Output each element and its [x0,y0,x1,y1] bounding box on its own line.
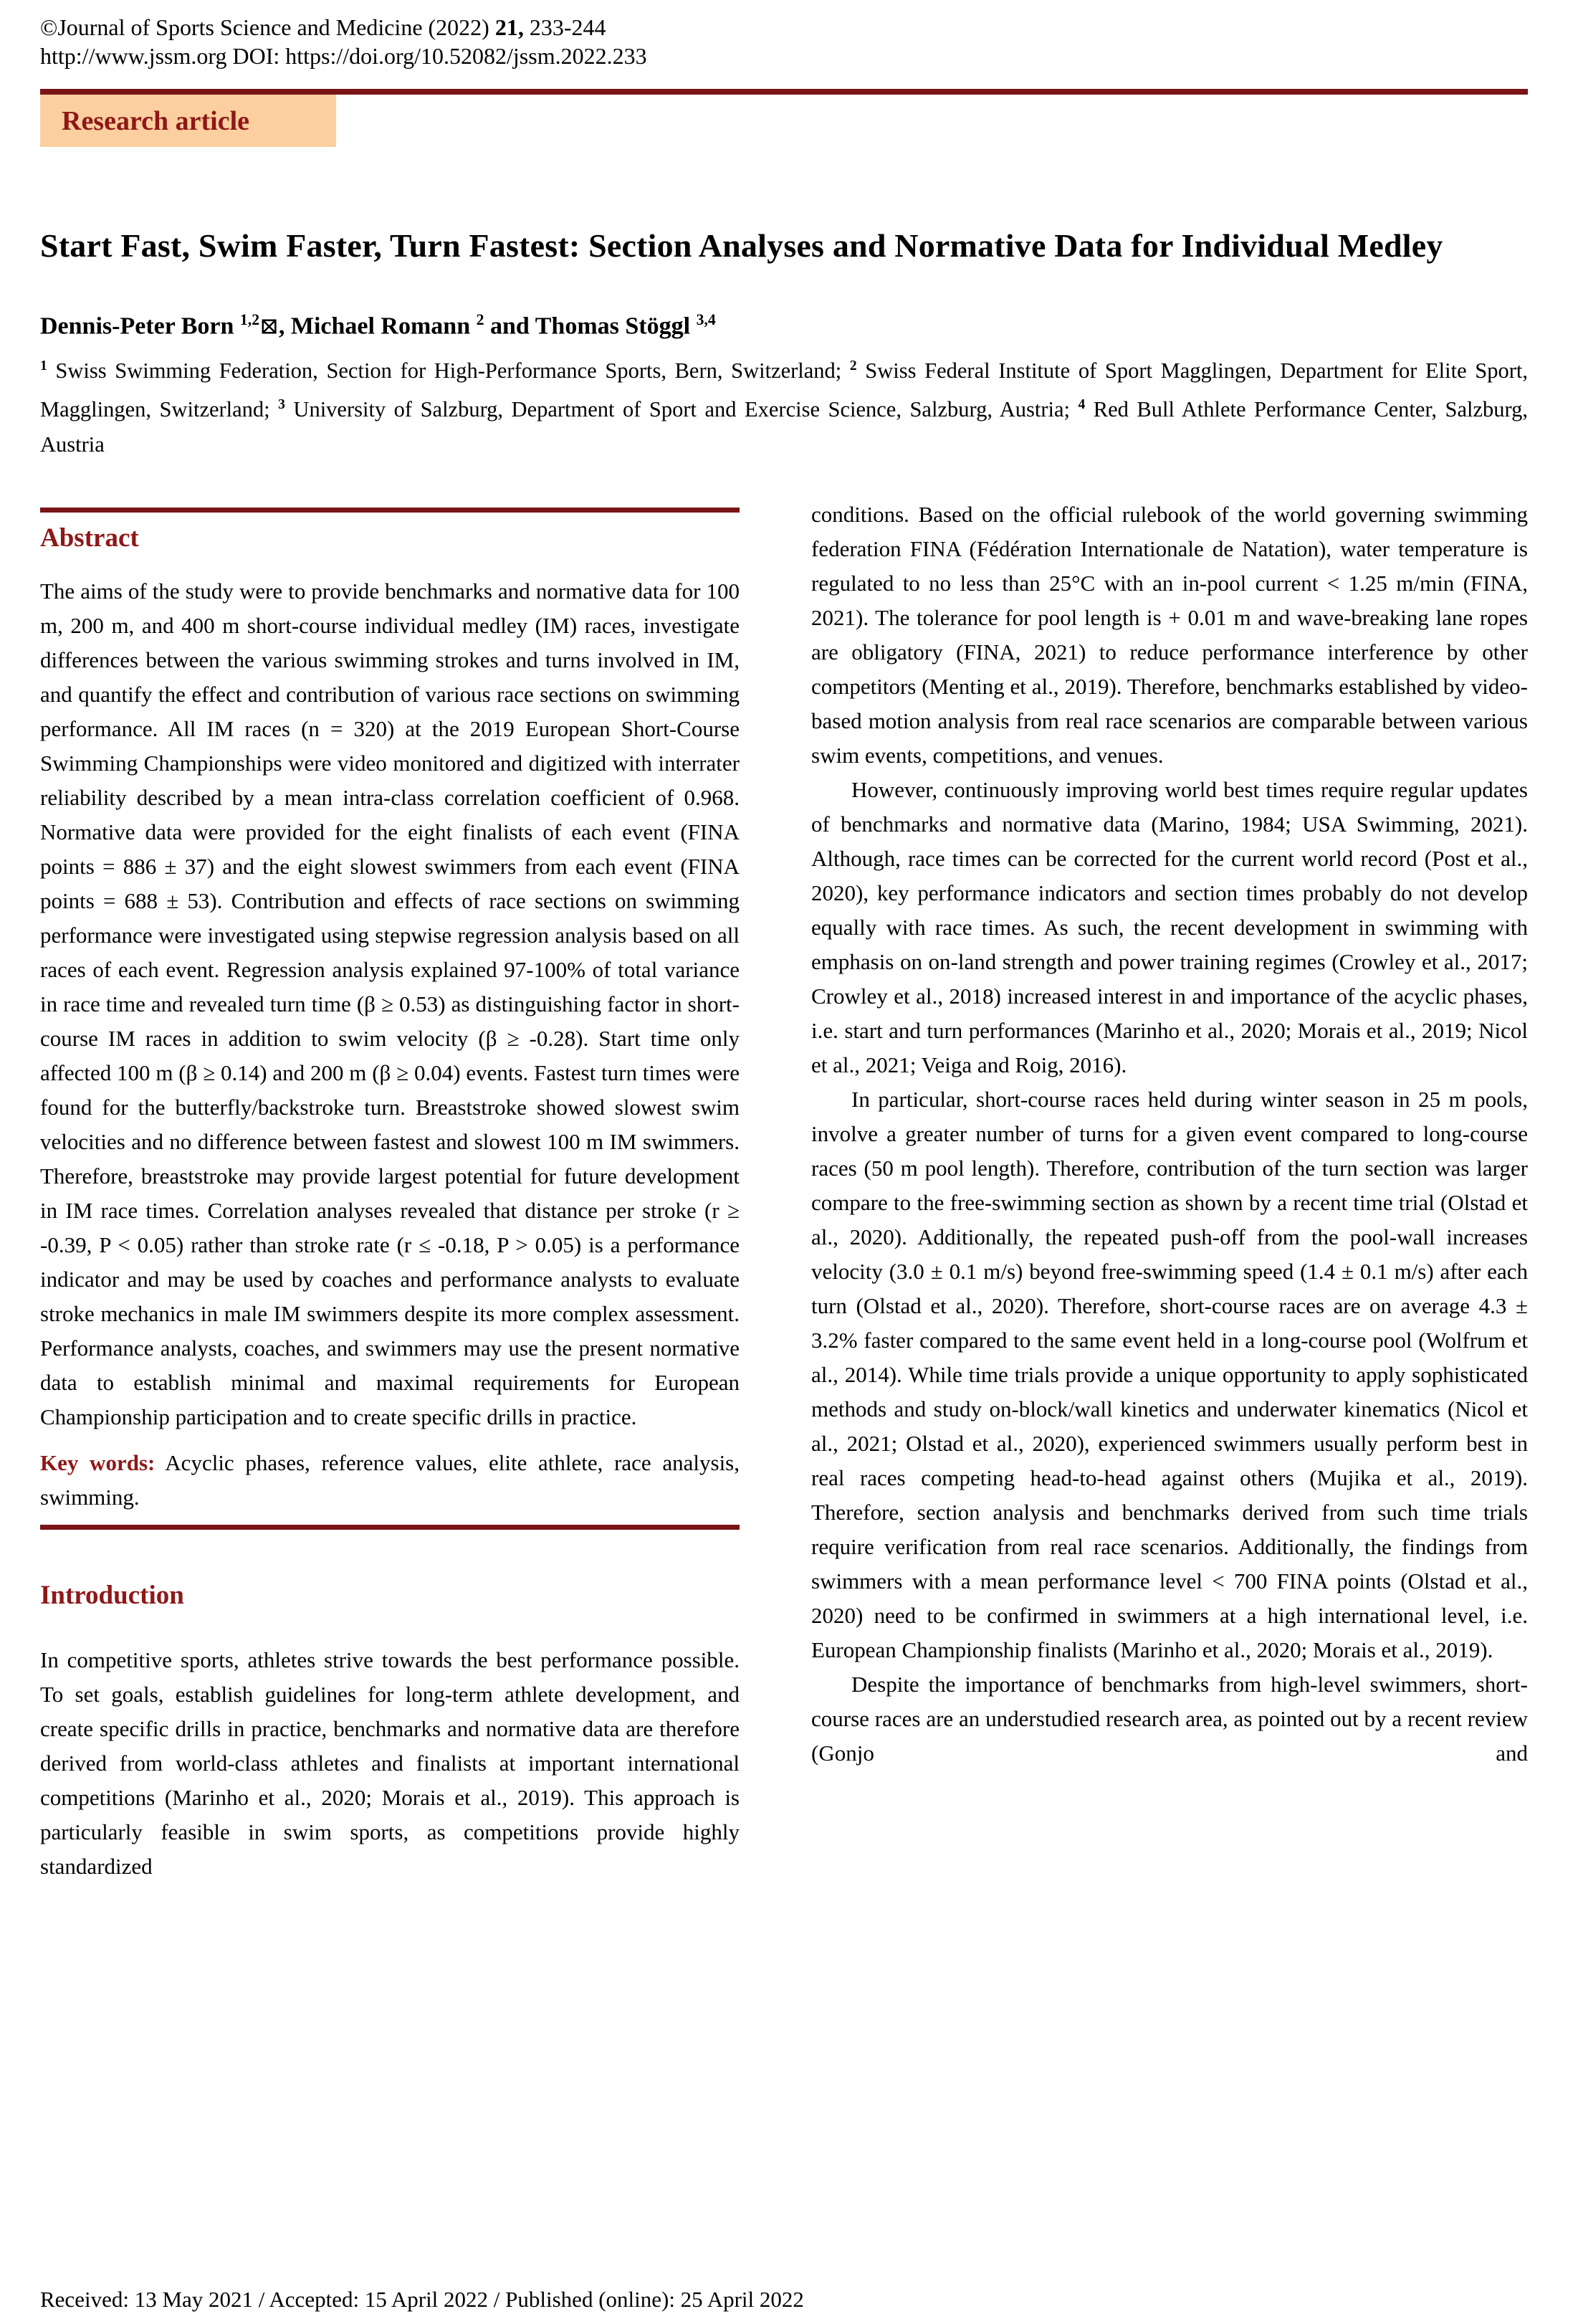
right-col-paragraph-1: conditions. Based on the official rulebook of the world governing swimming federation FINA (Fédération Internationale de Natation), water temperature is regulated to no less than 25°C with an in-pool current < 1.25 m/min (FINA, 2021). The tolerance for pool length is + 0.01 m and wave-breaking lane ropes are obligatory (FINA, 2021) to reduce performance interference by other competitors (Menting et al., 2019). Therefore, benchmarks established by video-based motion analysis from real race scenarios are comparable between various swim events, competitions, and venues. [811,501,1528,768]
research-article-badge [40,95,336,147]
right-col-paragraph-3: In particular, short-course races held during winter season in 25 m pools, involve a greater number of turns for a given event compared to long-course races (50 m pool length). Therefore, contribution of the turn section was larger compare to the free-swimming section as shown by a recent time trial (Olstad et al., 2020). Additionally, the repeated push-off from the pool-wall increases velocity (3.0 ± 0.1 m/s) beyond free-swimming speed (1.4 ± 0.1 m/s) after each turn (Olstad et al., 2020). Therefore, short-course races are on average 4.3 ± 3.2% faster compared to the same event held in a long-course pool (Wolfrum et al., 2014). While time trials provide a unique opportunity to apply sophisticated methods and study on-block/wall kinetics and underwater kinematics (Nicol et al., 2021; Olstad et al., 2020), experienced swimmers usually perform best in real races competing head-to-head against others (Mujika et al., 2019). Therefore, section analysis and benchmarks derived from such time trials require verification from real race scenarios. Additionally, the findings from swimmers with a mean performance level < 700 FINA points (Olstad et al., 2020) need to be confirmed in swimmers at a high international level, i.e. European Championship finalists (Marinho et al., 2020; Morais et al., 2019). [811,1086,1528,1662]
journal-header [40,13,1528,70]
author-2: Michael Romann [290,313,477,340]
affiliation-2: Swiss Federal Institute of Sport Magglingen, Department for Elite Sport, Magglingen, Switzerland; [40,358,1528,422]
keywords-text: Acyclic phases, reference values, elite athlete, race analysis, swimming. [40,1450,740,1510]
affiliations [40,349,1528,461]
affiliation-1: Swiss Swimming Federation, Section for High-Performance Sports, Bern, Switzerland; [47,358,850,384]
affiliation-4: Red Bull Athlete Performance Center, Salzburg, Austria [40,397,1528,457]
journal-volume-line [40,13,1528,42]
author-separator: and [484,313,535,340]
right-col-paragraph-4: Despite the importance of benchmarks from high-level swimmers, short-course races are an understudied research area, as pointed out by a recent review (Gonjo and [811,1671,1528,1766]
left-column [40,497,740,1885]
abstract-heading: Abstract [40,523,139,553]
abstract-rule [40,508,740,513]
author-1-affil-sup: 1,2 [239,311,260,328]
header-rule [40,89,1528,95]
author-2-affil-sup: 2 [476,311,484,328]
keywords-label: Key words: [40,1450,156,1476]
keywords-rule [40,1525,740,1530]
journal-name: ©Journal of Sports Science and Medicine (2022) [40,14,495,40]
author-1: Dennis-Peter Born [40,313,240,340]
affiliation-3: University of Salzburg, Department of Sport and Exercise Science, Salzburg, Austria; [284,397,1079,422]
authors-line [40,304,1528,342]
research-article-label: Research article [62,105,250,136]
author-3: Thomas Stöggl [535,313,697,340]
affiliation-4-sup: 4 [1078,397,1086,413]
affiliation-3-sup: 3 [278,397,285,413]
author-3-affil-sup: 3,4 [696,311,716,328]
right-col-paragraph-2: However, continuously improving world best times require regular updates of benchmarks and normative data (Marino, 1984; USA Swimming, 2021). Although, race times can be corrected for the current world record (Post et al., 2020), key performance indicators and section times probably do not develop equally with race times. As such, the recent development in swimming with emphasis on on-land strength and power training regimes (Crowley et al., 2017; Crowley et al., 2018) increased interest in and importance of the acyclic phases, i.e. start and turn performances (Marinho et al., 2020; Morais et al., 2019; Nicol et al., 2021; Veiga and Roig, 2016). [811,776,1528,1077]
introduction-heading: Introduction [40,1581,184,1611]
journal-pages: 233-244 [523,14,606,40]
paper-title: Start Fast, Swim Faster, Turn Fastest: Section Analyses and Normative Data for Individual Medley [40,227,1443,264]
keywords [40,1446,740,1515]
footer-dates: Received: 13 May 2021 / Accepted: 15 April 2022 / Published (online): 25 April 2022 [40,2287,804,2312]
affiliation-1-sup: 1 [40,358,47,374]
affiliation-2-sup: 2 [849,358,857,374]
right-column [811,497,1528,1885]
doi-line: http://www.jssm.org DOI: https://doi.org/10.52082/jssm.2022.233 [40,43,647,69]
corresponding-author-envelope-icon: ⊠ [259,313,279,339]
introduction-text: In competitive sports, athletes strive towards the best performance possible. To set goals, establish guidelines for long-term athlete development, and create specific drills in practice, benchmarks and normative data are therefore derived from world-class athletes and finalists at important international competitions (Marinho et al., 2020; Morais et al., 2019). This approach is particularly feasible in swim sports, as competitions provide highly standardized [40,1647,740,1880]
journal-volume: 21, [494,14,524,40]
author-separator: , [278,313,291,340]
two-column-body [40,497,1528,1885]
abstract-text: The aims of the study were to provide benchmarks and normative data for 100 m, 200 m, and 400 m short-course individual medley (IM) races, investigate differences between the various swimming strokes and turns involved in IM, and quantify the effect and contribution of various race sections on swimming performance. All IM races (n = 320) at the 2019 European Short-Course Swimming Championships were video monitored and digitized with interrater reliability described by a mean intra-class correlation coefficient of 0.968. Normative data were provided for the eight finalists of each event (FINA points = 886 ± 37) and the eight slowest swimmers from each event (FINA points = 688 ± 53). Contribution and effects of race sections on swimming performance were investigated using stepwise regression analysis based on all races of each event. Regression analysis explained 97-100% of total variance in race time and revealed turn time (β ≥ 0.53) as distinguishing factor in short-course IM races in addition to swim velocity (β ≥ -0.28). Start time only affected 100 m (β ≥ 0.14) and 200 m (β ≥ 0.04) events. Fastest turn times were found for the butterfly/backstroke turn. Breaststroke showed slowest swim velocities and no difference between fastest and slowest 100 m IM swimmers. Therefore, breaststroke may provide largest potential for future development in IM race times. Correlation analyses revealed that distance per stroke (r ≥ -0.39, P < 0.05) rather than stroke rate (r ≤ -0.18, P > 0.05) is a performance indicator and may be used by coaches and performance analysts to evaluate stroke mechanics in male IM swimmers despite its more complex assessment. Performance analysts, coaches, and swimmers may use the present normative data to establish minimal and maximal requirements for European Championship participation and to create specific drills in practice. [40,578,740,1430]
